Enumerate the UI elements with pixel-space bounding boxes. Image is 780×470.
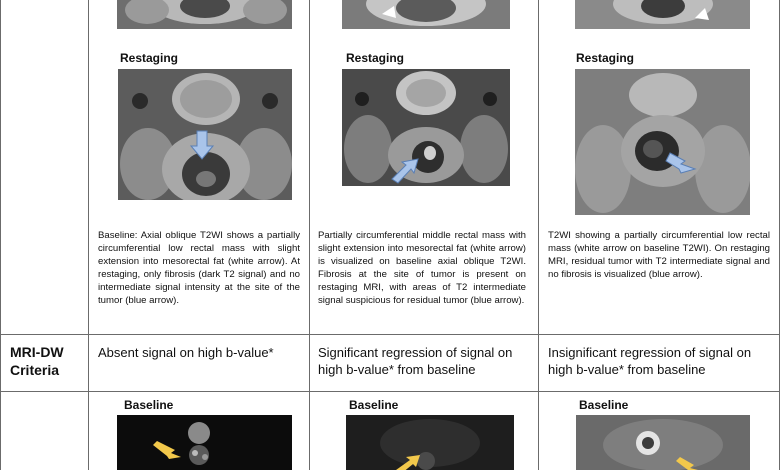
col2-restaging-label: Restaging — [346, 51, 405, 65]
col1-baseline-label: Baseline — [124, 398, 174, 412]
col3-restaging-t2-image — [575, 69, 750, 215]
col1-description: Baseline: Axial oblique T2WI shows a partially circumferential low rectal mass with slight extension into mesorectal fat (white arrow). At restaging, only fibrosis (dark T2 signal) and no intermediate signal intensity at the site of the tumor (blue arrow). — [98, 230, 300, 306]
col1-restaging-label: Restaging — [120, 51, 179, 65]
col1-dw-criterion: Absent signal on high b-value* — [98, 345, 274, 360]
col2-baseline-t2-image-top — [342, 0, 510, 29]
col1-baseline-dw-image — [117, 415, 292, 470]
col3-baseline-label: Baseline — [579, 398, 629, 412]
col1-baseline-t2-image-top — [117, 0, 292, 29]
col3-baseline-t2-image-top — [575, 0, 750, 29]
col2-restaging-t2-image — [342, 69, 510, 186]
col1-restaging-t2-image — [118, 69, 292, 200]
col3-description: T2WI showing a partially circumferential low rectal mass (white arrow on baseline T2WI). On restaging MRI, residual tumor with T2 intermediate signal and no fibrosis is visualized (blue arrow). — [548, 230, 770, 280]
col3-dw-criterion: Insignificant regression of signal on high b-value* from baseline — [548, 345, 752, 377]
col2-baseline-label: Baseline — [349, 398, 399, 412]
col3-restaging-label: Restaging — [576, 51, 635, 65]
col2-dw-criterion: Significant regression of signal on high b-value* from baseline — [318, 345, 513, 377]
col2-baseline-dw-image — [346, 415, 514, 470]
col3-baseline-dw-image — [576, 415, 750, 470]
col2-description: Partially circumferential middle rectal mass with slight extension into mesorectal fat (white arrow) is visualized on baseline axial oblique T2WI. Fibrosis at the site of tumor is present on restaging MRI, with areas of T2 intermediate signal suspicious for residual tumor (blue arrow). — [318, 230, 526, 306]
row-header-mri-dw-criteria: MRI-DW Criteria — [10, 344, 64, 378]
